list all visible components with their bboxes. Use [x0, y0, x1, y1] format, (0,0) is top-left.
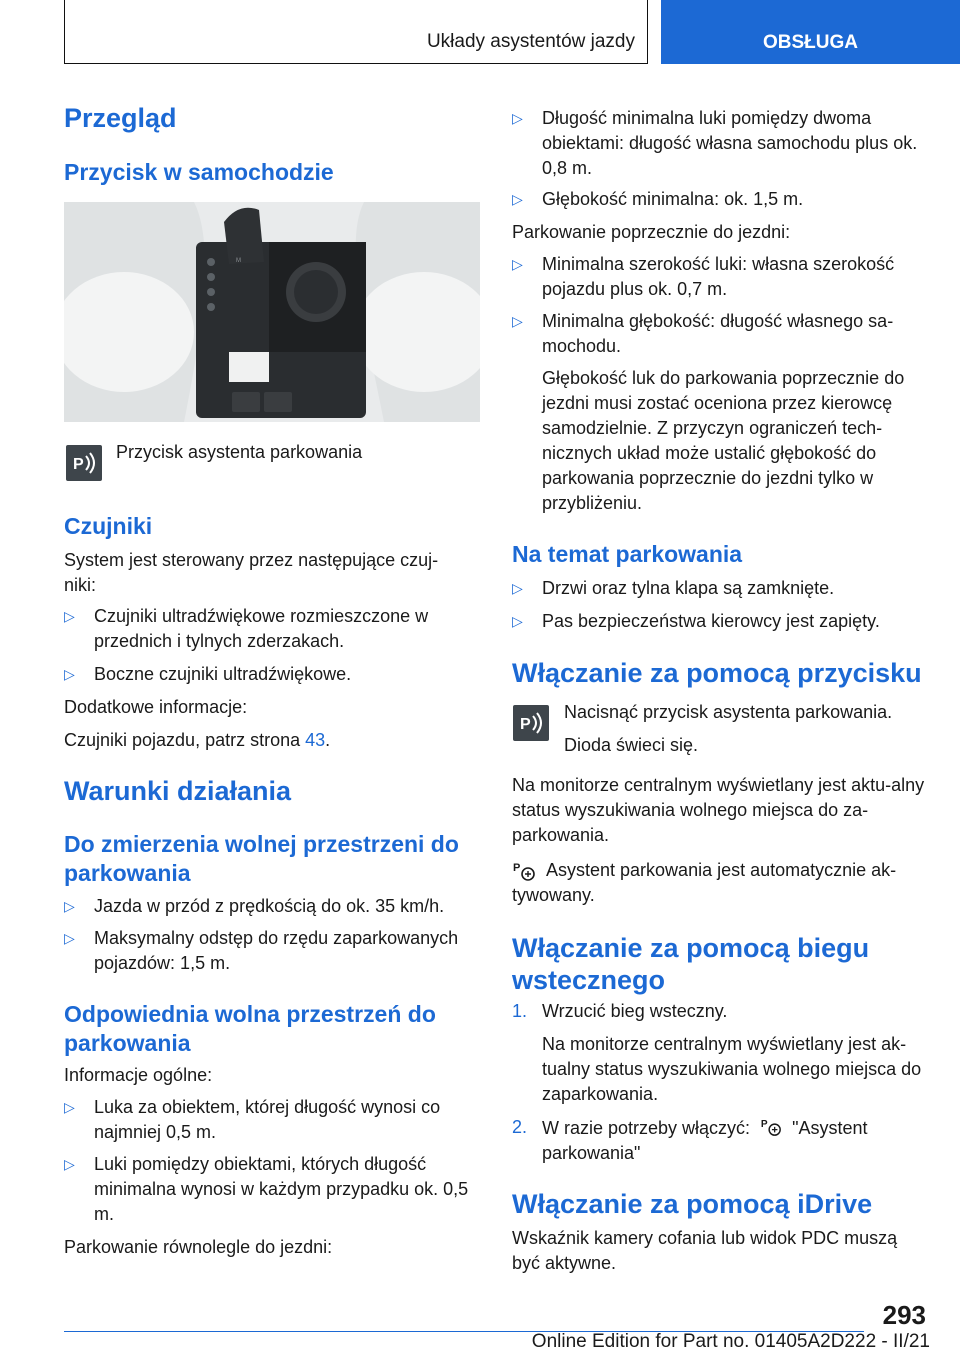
- section-title: Układy asystentów jazdy: [426, 31, 635, 52]
- parking-assistant-button-icon: [513, 705, 549, 741]
- bullet-marker: ▷: [512, 613, 523, 629]
- icon-caption: Przycisk asystenta parkowania: [116, 442, 363, 462]
- led-lit-text: Dioda świeci się.: [564, 735, 699, 755]
- chapter-tab-label: OBSŁUGA: [763, 32, 858, 53]
- list-item: ▷ Pas bezpieczeństwa kierowcy jest zapięty.: [512, 609, 928, 634]
- list-item: ▷ Jazda w przód z prędkością do ok. 35 km/h.: [64, 894, 484, 919]
- bullet-marker: ▷: [64, 930, 75, 946]
- heading-button-in-car: Przycisk w samochodzie: [64, 159, 334, 185]
- bullet-marker: ▷: [512, 191, 523, 207]
- list-item: 2. W razie potrzeby włączyć: P "Asystent parkowania": [512, 1117, 868, 1163]
- perpendicular-parking-label: Parkowanie poprzecznie do jezdni:: [512, 222, 791, 242]
- monitor-status-text: Na monitorze centralnym wyświetlany jest aktu‐alny status wyszukiwania wolnego miejsca do za‐parkowania.: [512, 775, 925, 845]
- bullet-marker: ▷: [512, 580, 523, 596]
- heading-operating-conditions: Warunki działania: [64, 776, 292, 806]
- svg-text:M: M: [236, 258, 241, 264]
- page-link[interactable]: 43: [305, 730, 326, 750]
- heading-about-parking: Na temat parkowania: [512, 541, 743, 567]
- parking-assistant-symbol-icon: [759, 1115, 783, 1135]
- bullet-marker: ▷: [512, 313, 523, 329]
- general-info-label: Informacje ogólne:: [64, 1065, 213, 1085]
- sensors-intro: System jest sterowany przez następujące czuj‐niki:: [64, 550, 439, 595]
- extra-info-label: Dodatkowe informacje:: [64, 697, 248, 717]
- list-item: ▷ Luka za obiektem, której długość wynosi co najmniej 0,5 m.: [64, 1097, 441, 1142]
- bullet-marker: ▷: [64, 898, 75, 914]
- svg-text:P: P: [513, 862, 521, 874]
- bullet-marker: ▷: [64, 608, 75, 624]
- bullet-marker: ▷: [64, 1099, 75, 1115]
- perpendicular-note: Głębokość luk do parkowania poprzecznie do jezdni musi zostać oceniona przez kierowcę samodzielnie. Z przyczyn ograniczeń tech‐nicznych układ może ustalić głębokość do parkowania poprzecznie do jezdni tylko w przybliżeniu.: [542, 368, 905, 513]
- bullet-marker: ▷: [512, 256, 523, 272]
- page-number: 293: [882, 1300, 926, 1330]
- heading-measure-space: Do zmierzenia wolnej przestrzeni do parkowania: [64, 831, 459, 886]
- bullet-marker: ▷: [64, 1156, 75, 1172]
- list-item: ▷ Minimalna głębokość: długość własnego sa‐mochodu.: [512, 311, 894, 356]
- bullet-marker: ▷: [512, 110, 523, 126]
- heading-enable-reverse: Włączanie za pomocą biegu wstecznego: [512, 933, 870, 995]
- svg-text:P: P: [73, 456, 84, 473]
- list-item: ▷ Czujniki ultradźwiękowe rozmieszczone w przednich i tylnych zderzakach.: [64, 606, 429, 651]
- auto-activated-text: Asystent parkowania jest automatycznie ak‐tywowany.: [512, 860, 897, 905]
- list-item: ▷ Maksymalny odstęp do rzędu zaparkowanych pojazdów: 1,5 m.: [64, 928, 459, 973]
- heading-suitable-space: Odpowiednia wolna przestrzeń do parkowania: [64, 1001, 436, 1056]
- list-item: ▷ Boczne czujniki ultradźwiękowe.: [64, 662, 478, 687]
- bullet-marker: ▷: [64, 666, 75, 682]
- enable-button-step: Nacisnąć przycisk asystenta parkowania.: [564, 702, 893, 722]
- svg-text:P: P: [760, 1118, 768, 1130]
- step-number: 1.: [512, 1001, 528, 1021]
- step-number: 2.: [512, 1117, 528, 1137]
- sensors-reference: Czujniki pojazdu, patrz strona 43.: [64, 730, 331, 750]
- header-section-box: [64, 0, 648, 64]
- svg-text:P: P: [520, 716, 531, 733]
- parallel-parking-label: Parkowanie równolegle do jezdni:: [64, 1237, 333, 1257]
- list-item: ▷ Długość minimalna luki pomiędzy dwoma obiektami: długość własna samochodu plus ok. 0,8 m.: [512, 108, 918, 178]
- list-item: 1. Wrzucić bieg wsteczny.: [512, 999, 928, 1024]
- list-item: ▷ Luki pomiędzy obiektami, których długość minimalna wynosi w każdym przypadku ok. 0,5 m.: [64, 1154, 469, 1224]
- list-item: ▷ Drzwi oraz tylna klapa są zamknięte.: [512, 576, 928, 601]
- heading-enable-button: Włączanie za pomocą przycisku: [512, 658, 922, 688]
- list-item: ▷ Minimalna szerokość luki: własna szerokość pojazdu plus ok. 0,7 m.: [512, 254, 895, 299]
- list-item: ▷ Głębokość minimalna: ok. 1,5 m.: [512, 187, 928, 212]
- center-console-photo: [64, 202, 480, 422]
- reverse-step1-note: Na monitorze centralnym wyświetlany jest ak‐tualny status wyszukiwania wolnego miejsca do zaparkowania.: [542, 1034, 922, 1104]
- parking-assistant-button-icon: [66, 445, 102, 481]
- heading-sensors: Czujniki: [64, 513, 153, 539]
- chapter-tab[interactable]: [661, 0, 960, 64]
- edition-text: Online Edition for Part no. 01405A2D222 - II/21: [531, 1331, 930, 1352]
- heading-overview: Przegląd: [64, 103, 177, 133]
- heading-enable-idrive: Włączanie za pomocą iDrive: [512, 1189, 873, 1219]
- idrive-text: Wskaźnik kamery cofania lub widok PDC muszą być aktywne.: [512, 1228, 898, 1273]
